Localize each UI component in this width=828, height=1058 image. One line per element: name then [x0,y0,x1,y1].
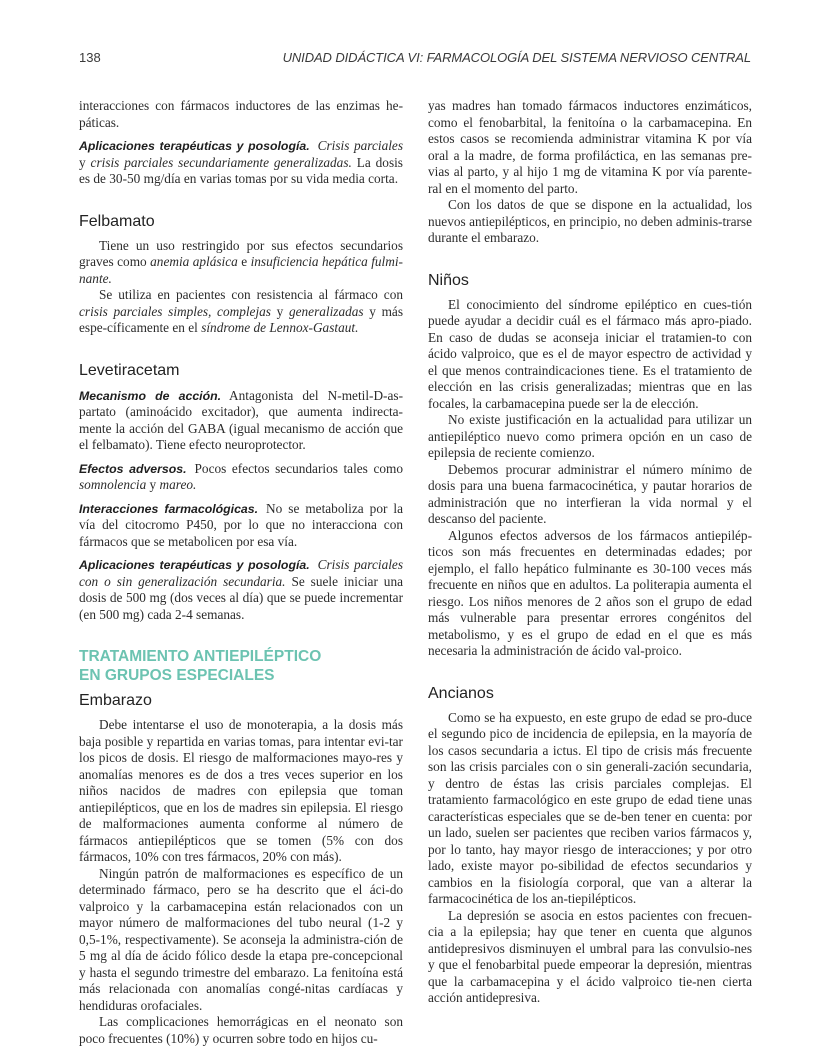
text: y [270,303,289,319]
ancianos-paragraph-1: Como se ha expuesto, en este grupo de edad se pro-duce el segundo pico de incidencia de epilepsia, en la mayoría de los casos secundaria a ictus. El tipo de crisis más frecuente son las crisis parciales con o sin generali-zación secundaria, y dentro de éstas las crisis parciales complejas. El tratamiento farmacológico en este grupo de edad tiene unas características especiales que se de-ben tener en cuenta: por un lado, suelen ser pacientes que reciben varios fármacos y, por lo tanto, hay mayor riesgo de interacciones; y por otro lado, existe mayor po-sibilidad de efectos secundarios y cambios en la fisiología corporal, que van a alterar la farmacocinética de los an-tiepilépticos. [428,709,752,906]
mecanismo-paragraph [79,388,403,454]
felbamato-paragraph-2 [79,287,403,337]
aplicaciones-lead: Aplicaciones terapéuticas y posología. [79,139,310,153]
text: y [146,477,160,492]
running-title: UNIDAD DIDÁCTICA VI: FARMACOLOGÍA DEL SISTEMA NERVIOSO CENTRAL [282,50,751,65]
heading-ancianos: Ancianos [428,684,494,702]
aplicaciones-levetiracetam-paragraph [79,557,403,623]
ancianos-paragraph-2: La depresión se asocia en estos pacientes con frecuen-cia a la epilepsia; hay que tener en cuenta que algunos antidepresivos disminuyen el umbral para las convulsio-nes y que el fenobarbital puede empeorar la depresión, mientras que la carbamacepina y el ácido valproico tie-nen cierta acción antidepresiva. [428,907,752,1005]
efectos-paragraph [79,461,403,494]
text: Se suele iniciar una dosis de 500 mg (dos veces al día) que se puede incrementar (en 500 mg) cada 2-4 semanas. [79,573,403,622]
text: y más espe-cíficamente en el [79,303,403,335]
ninos-paragraph-3: Debemos procurar administrar el número mínimo de dosis para una buena farmacocinética, y pautar horarios de administración que no interfieran la vida normal y el descanso del paciente. [428,461,752,526]
page-header [79,50,751,70]
embarazo-continued-paragraph-2: Con los datos de que se dispone en la actualidad, los nuevos antiepilépticos, en principio, no deben adminis-trarse durante el embarazo. [428,197,752,245]
right-column [428,98,752,1007]
text: La dosis es de 30-50 mg/día en varias tomas por su vida media corta. [79,154,403,186]
aplicaciones-lead: Aplicaciones terapéuticas y posología. [79,558,310,572]
text: Se utiliza en pacientes con resistencia al fármaco con [99,287,403,302]
heading-felbamato: Felbamato [79,212,155,230]
heading-levetiracetam: Levetiracetam [79,361,180,379]
emphasis: Crisis parciales con o sin generalización secundaria. [79,557,403,589]
emphasis: crisis parciales secundariamente generalizadas. [90,154,352,170]
emphasis: síndrome de Lennox-Gastaut. [201,320,359,335]
page-number: 138 [79,50,101,65]
emphasis: crisis parciales simples, complejas [79,303,271,319]
embarazo-paragraph-1: Debe intentarse el uso de monoterapia, a la dosis más baja posible y repartida en varias tomas, para intentar evi-tar los picos de dosis. El riesgo de malformaciones mayo-res y anomalías menores es de dos a tres veces superior en los niños nacidos de madres con epilepsia que toman antiepilépticos, que en los de madres sin epilepsia. El riesgo de malformaciones aumenta conforme al número de fármacos antiepilépticos que se tomen (5% con dos fármacos, 10% con tres fármacos, 20% con más). [79,717,403,864]
section-heading-line-2: EN GRUPOS ESPECIALES [79,667,275,684]
emphasis: generalizadas [288,303,364,319]
embarazo-paragraph-2: Ningún patrón de malformaciones es específico de un determinado fármaco, pero se ha descrito que el áci-do valproico y la carbamacepina están relacionados con un mayor número de malformaciones del tubo neural (1-2 y 0,5-1%, respectivamente). Se aconseja la administra-ción de 5 mg al día de ácido fólico desde la etapa pre-concepcional y hasta el segundo trimestre del embarazo. La fenitoína está más relacionada con anomalías congé-nitas cardíacas y hendiduras orofaciales. [79,865,403,1013]
ninos-paragraph-1: El conocimiento del síndrome epiléptico en cues-tión puede ayudar a decidir cuál es el fármaco más apro-piado. En caso de dudas se aconseja iniciar el tratamien-to con ácido valproico, que es el de mayor espectro de actividad y el que menos contraindicaciones tiene. Es el tratamiento de elección en las crisis generalizadas; mientras que en las focales, la carbamacepina puede ser la de elección. [428,296,752,411]
efectos-lead: Efectos adversos. [79,461,187,476]
text: y [79,154,91,170]
section-heading-line-1: TRATAMIENTO ANTIEPILÉPTICO [79,648,322,665]
text: e [237,254,251,269]
ninos-paragraph-4: Algunos efectos adversos de los fármacos antiepilép-ticos son más frecuentes en determinadas edades; por ejemplo, el fallo hepático fulminante es 30-100 veces más frecuente en niños que en adultos. La politerapia aumenta el riesgo. Los niños menores de 2 años son el grupo de edad más vulnerable para presentar errores congénitos del metabolismo, y es el grupo de edad en el que es más necesaria la administración de ácido val-proico. [428,527,752,658]
heading-ninos: Niños [428,271,469,289]
aplicaciones-paragraph [79,138,403,188]
emphasis: mareo. [159,477,197,492]
emphasis: Crisis parciales [317,138,403,153]
heading-embarazo: Embarazo [79,692,152,709]
text: No se metaboliza por la vía del citocromo P450, por lo que no interacciona con fármacos que se metabolicen por esa vía. [79,500,403,549]
emphasis: somnolencia [79,477,147,492]
ninos-paragraph-2: No existe justificación en la actualidad para utilizar un antiepiléptico nuevo como primera opción en un caso de epilepsia de reciente comienzo. [428,412,752,460]
felbamato-paragraph-1 [79,238,403,288]
embarazo-paragraph-3: Las complicaciones hemorrágicas en el neonato son poco frecuentes (10%) y ocurren sobre todo en hijos cu- [79,1014,403,1046]
text: Antagonista del N-metil-D-as-partato (aminoácido excitador), que aumenta indirecta-mente la acción del GABA (igual mecanismo de acción que el felbamato). Tiene efecto neuroprotector. [79,387,403,452]
emphasis: anemia aplásica [150,254,238,269]
mecanismo-lead: Mecanismo de acción. [79,388,222,403]
section-heading [79,647,403,685]
embarazo-continued-paragraph-1: yas madres han tomado fármacos inductores enzimáticos, como el fenobarbital, la fenitoína o la carbamacepina. En estos casos se recomienda administrar vitamina K por vía oral a la madre, de forma profiláctica, en las semanas pre-vias al parto, y al hijo 1 mg de vitamina K por vía parente-ral en el momento del parto. [428,98,752,196]
interacciones-paragraph [79,501,403,551]
text: Tiene un uso restringido por sus efectos secundarios graves como [79,237,403,269]
emphasis: insuficiencia hepática fulmi-nante. [79,254,403,286]
text: Pocos efectos secundarios tales como [194,460,403,476]
interacciones-lead: Interacciones farmacológicas. [79,501,259,516]
intro-paragraph: interacciones con fármacos inductores de las enzimas he-páticas. [79,98,403,130]
left-column [79,98,403,1047]
